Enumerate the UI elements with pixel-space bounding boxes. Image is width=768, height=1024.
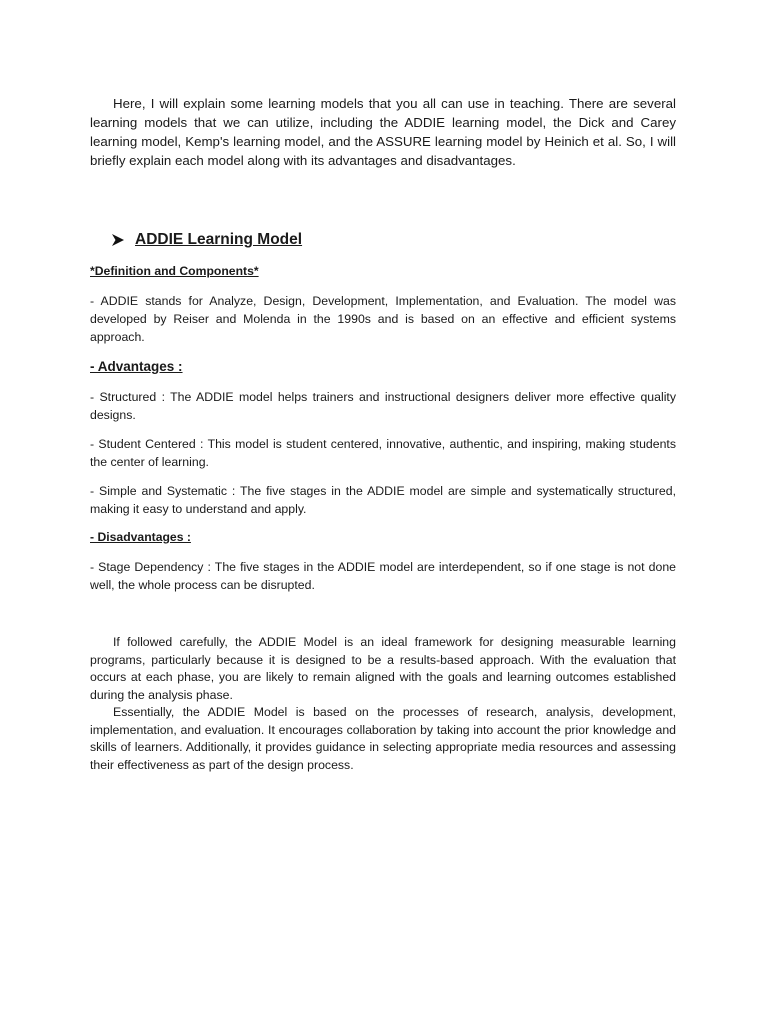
section-title: ADDIE Learning Model — [135, 231, 303, 248]
advantage-item: - Structured : The ADDIE model helps trainers and instructional designers deliver more effective quality designs. — [90, 390, 676, 422]
advantage-item: - Simple and Systematic : The five stages in the ADDIE model are simple and systematically structured, making it easy to understand and apply. — [90, 484, 676, 516]
disadvantages-heading: - Disadvantages : — [90, 530, 191, 544]
definition-text: - ADDIE stands for Analyze, Design, Development, Implementation, and Evaluation. The model was developed by Reiser and Molenda in the 1990s and is based on an effective and efficient systems approach. — [90, 294, 676, 344]
advantages-heading: - Advantages : — [90, 359, 183, 374]
arrowhead-bullet-icon — [111, 233, 125, 247]
disadvantage-item: - Stage Dependency : The five stages in the ADDIE model are interdependent, so if one stage is not done well, the whole process can be disrupted. — [90, 560, 676, 592]
section-heading — [111, 230, 676, 250]
intro-paragraph: Here, I will explain some learning models that you all can use in teaching. There are several learning models that we can utilize, including the ADDIE learning model, the Dick and Carey learning model, Kemp's learning model, and the ASSURE learning model by Heinich et al. So, I will briefly explain each model along with its advantages and disadvantages. — [90, 96, 676, 168]
document-page — [90, 94, 676, 774]
definition-heading: *Definition and Components* — [90, 264, 259, 278]
advantage-item: - Student Centered : This model is student centered, innovative, authentic, and inspiring, making students the center of learning. — [90, 437, 676, 469]
closing-paragraph: Essentially, the ADDIE Model is based on the processes of research, analysis, development, implementation, and evaluation. It encourages collaboration by taking into account the prior knowledge and skills of learners. Additionally, it provides guidance in selecting appropriate media resources and assessing their effectiveness as part of the design process. — [90, 705, 676, 772]
closing-paragraph: If followed carefully, the ADDIE Model is an ideal framework for designing measurable learning programs, particularly because it is designed to be a results-based approach. With the evaluation that occurs at each phase, you are likely to remain aligned with the goals and learning outcomes established during the analysis phase. — [90, 635, 676, 702]
